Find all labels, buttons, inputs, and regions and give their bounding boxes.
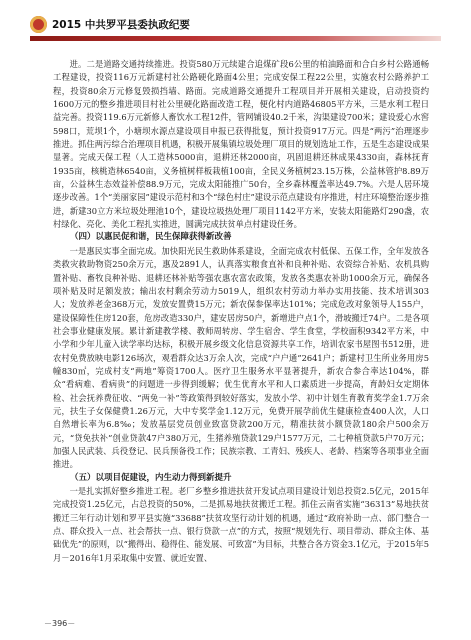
running-title: 2015 中共罗平县委执政纪要 xyxy=(52,19,190,31)
header-rule xyxy=(30,36,441,41)
page-number: －396－ xyxy=(44,619,76,628)
page-header xyxy=(0,0,471,52)
section-heading-5: （五）以项目促建设，内生动力得到新提升 xyxy=(70,472,232,483)
party-emblem-icon xyxy=(30,16,47,33)
paragraph-infrastructure: 进。二是道路交通持续推进。投资580万元续建合追煤矿段6公里的柏油路面和合白乡村公路通畅工程建设，投资116万元新建村社公路硬化路面4公里；完成安保工程22公里，实施农村公路养护工程，投资80余万元修复毁损挡墙、路面。完成道路交通提升工程项目并开展相关建设，启动投资约1600万元的整乡推进项目村社公里硬化路面改造工程，便化村内道路46805平方米，三是水利工程日益完善。投资119.6万元新修人畜饮水工程12件，管网铺设40.2千米，沟渠建设700米；建设爱心水窖598口，荒坝1个，小塘坝水源点建设项目申报已获得批复，预计投资917万元。四是“两污”治理逐步推进。抓住两污综合治理项目机遇，积极开展集镇垃圾处理厂项目的规划选址工作，五是生态建设成果显著。完成天保工程（人工造林5000亩，退耕还林2000亩，巩固退耕还林成果4330亩，森林抚育1935亩，核桃造林6540亩，义务植树样板栽植100亩，全民义务植树23.15万株，公益林管护8.89万亩，公益林生态效益补偿88.9万元，完成太阳能推广50台，全乡森林覆盖率达49.7%。六是人居环境逐步改善。1个“美丽家园”建设示范村和3个“绿色村庄”建设示范点建设有序推进，村庄环境整治逐步推进，新建30立方米垃圾处理池10个，建设垃圾热处理厂项目1142平方米，安装太阳能路灯290盏，农村绿化、亮化、美化工程扎实推进，圆满完成扶贫单点村建设任务。 xyxy=(53,59,429,230)
section-heading-4: （四）以惠民促和谐，民生保障获得新改善 xyxy=(70,232,232,243)
paragraph-livelihood: 一是惠民实事全面完成。加快阳光民生救助体系建设，全面完成农村低保、五保工作，全年发放各类救灾救助物资250余万元，惠及2891人，认真落实粮食直补和良种补贴、农资综合补贴、农机具购置补贴、畜牧良种补贴、退耕还林补贴等强农惠农富农政策，发放各类惠农补助1000余万元，确保各项补贴及时足额发放；输出农村剩余劳动力5019人，组织农村劳动力举办实用技能、技术培训303人；发放养老金368万元，发放安置费15万元；新农保参保率达101%；完成危改对象领导人155户，建设保障性住房120套，危房改造330户，建安居房50户，新增进户点1个，滑坡搬迁74户。二是各项社会事业健康发展。累计新建教学楼、教师周转房、学生宿舍、学生食堂，学校面积9342平方米，中小学和少年儿童入读学率均达标，积极开展乡级文化信息资源共享工作，培训农家书屋图书512册，进农村免费放映电影126场次，观看群众达3万余人次，完成“户户通”2641户；新建村卫生所业务用房5幢830㎡，完成村支“两地”筹资1700人。医疗卫生服务水平显著提升，新农合参合率达104%，群众“看病难、看病贵”的问题进一步得到缓解；优生优育水平和人口素质进一步提高，育龄妇女定期体检、社会抚养费征收、“两免一补”等政策得到较好落实，发放小学、初中计划生育教育奖学金1.7万余元，扶生子女保健费1.26万元，大中专奖学金1.12万元，免费开展孕前优生健康检查400人次，人口自然增长率为6.8‰；发放基层党员创业致富贷款200万元，精准扶贫小额贷款180余户500余万元，“贷免扶补”创业贷款47户380万元，生猪养殖贷款129户1577万元，二七种植贷款5户70万元；加强人民武装、兵役登记、民兵预备役工作；民族宗教、工青妇、残疾人、老龄、档案等各项事业全面推进。 xyxy=(53,245,429,470)
paragraph-projects: 一是扎实抓好整乡推进工程。老厂乡整乡推进扶贫开发试点项目建设计划总投资2.5亿元，2015年完成投资1.25亿元，占总投资的50%，二是抓易地扶贫搬迁工程。抓住云南省实施“36313”易地扶贫搬迁三年行动计划和罗平县实施“33688”扶贫攻坚行动计划的机遇，通过“政府补助一点、部门整合一点、群众投入一点、社会帮扶一点、银行贷款一点”的方式，按照“规划先行、项目带动、群众主体、基础优先”的原则，以“搬得出、稳得住、能发展、可致富”为目标，共整合各方资金3.1亿元，于2015年5月－2016年1月采取集中安置、就近安置、 xyxy=(53,486,429,563)
document-body xyxy=(53,58,429,565)
